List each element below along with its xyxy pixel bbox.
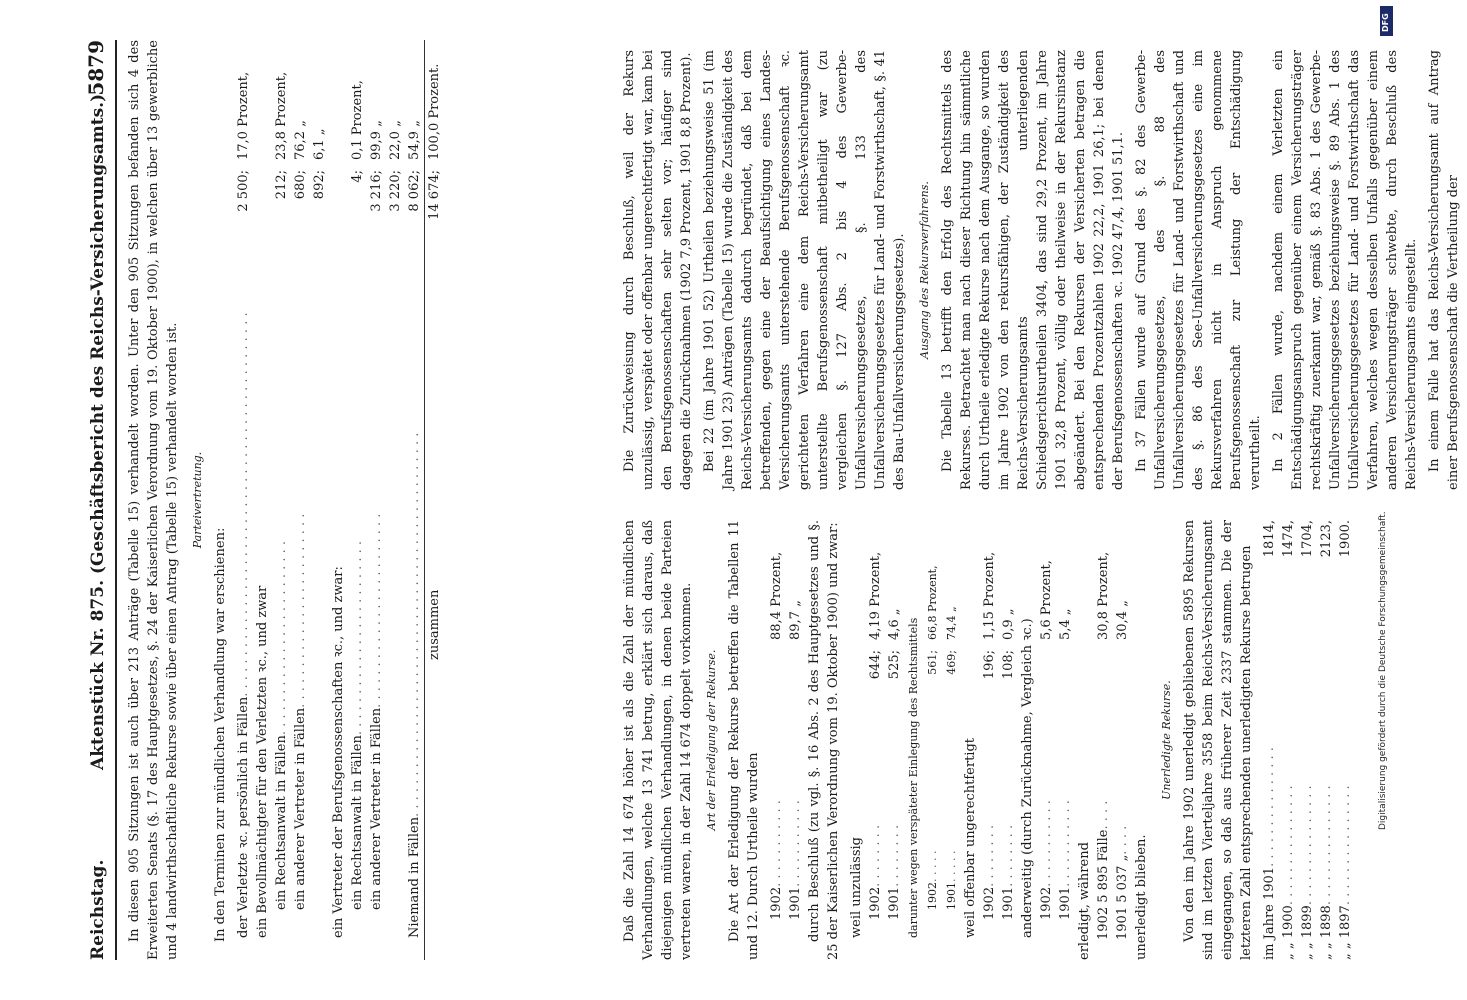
table-row: Niemand in Fällen . . . . . . . . . . . . . . . . . . . . . . . . . . . . . . . . . . . . . . . . . . . . . . . 8 062; 54,9 „	[407, 120, 422, 938]
table-row: ein Rechtsanwalt in Fällen . . . . . . . . . . . . . . . . . . . . . . . . 4; 0,1 Prozent,	[350, 80, 365, 910]
section-title-unerledigte: Unerledigte Rekurse.	[1160, 680, 1173, 800]
table-row: ein Rechtsanwalt in Fällen . . . . . . . . . . . . . . . . . . . . . . . . 212; 23,8 Prozent,	[274, 71, 289, 910]
page-header	[85, 40, 117, 960]
digitization-note: Digitalisierung gefördert durch die Deutsche Forschungsgemeinschaft.	[1378, 511, 1388, 830]
table-row: 1901 . . . . . 469; 74,4 „	[945, 606, 958, 910]
table-row: 1902 . . . . . . . . 644; 4,19 Prozent,	[868, 551, 883, 920]
header-title: Aktenstück Nr. 875. (Geschäftsbericht des Reichs-Versicherungsamts.)	[88, 93, 108, 770]
right-paragraph-2: Bei 22 (im Jahre 1901 52) Urtheilen beziehungsweise 51 (im Jahre 1901 23) Anträgen (Tabelle 15) wurde die Zuständigkeit des Reichs-Versicherungsamts dadurch begründet, daß bei dem betreffenden, gegen eine der Beaufsichtigung eines Landes-Versicherungsamts unterstehende Berufsgenossenschaft ꝛc. gerichteten Verfahren eine dem Reichs-Versicherungsamt unterstellte Berufsgenossenschaft mitbetheiligt war (zu vergleichen §. 127 Abs. 2 bis 4 des Gewerbe-Unfallversicherungsgesetzes, §. 133 des Unfallversicherungsgesetzes für Land- und Forstwirthschaft, §. 41 des Bau-Unfallversicherungsgesetzes).	[702, 50, 907, 490]
parteivertretung-text: In den Terminen zur mündlichen Verhandlung war erschienen:	[213, 527, 228, 942]
table-row: 1901 5 037 „ . . . . 30,4 „	[1115, 600, 1130, 940]
table-row: „ „ 1900 . . . . . . . . . . . . . . . 1474,	[1281, 520, 1296, 960]
table-row: 1902 5 895 Fälle . . . . 30,8 Prozent,	[1096, 551, 1111, 940]
dfg-logo: DFG	[1380, 6, 1393, 36]
group-title: weil unzulässig	[849, 837, 864, 938]
left-column	[620, 520, 1355, 960]
table-row: 1901 . . . . . . . . 108; 0,9 „	[1001, 608, 1016, 920]
table-row: 1902 . . . . . 561; 66,8 Prozent,	[926, 565, 939, 910]
group-title: weil offenbar ungerechtfertigt	[963, 737, 978, 938]
table-row: 1901 . . . . . . . . . . . 5,4 „	[1058, 608, 1073, 920]
right-paragraph-6: In einem Falle hat das Reichs-Versicherungsamt auf Antrag einer Berufsgenossenschaft die Vertheilung der	[1427, 50, 1461, 490]
table-row: der Verletzte ꝛc. persönlich in Fällen . . . . . . . . . . . . . . . . . . . . . . . . . . . . . . . . . . . . . . . . . . . . . . . 2 500; 17,0 Prozent,	[236, 71, 251, 938]
intro-paragraph: In diesen 905 Sitzungen ist auch über 213 Anträge (Tabelle 15) verhandelt worden. Unter den 905 Sitzungen befanden sich 4 des Erweiterten Senats (§. 17 des Hauptgesetzes, §. 24 der Kaiserlichen Verordnung vom 19. Oktober 1900), in welchen über 13 gewerbliche und 4 landwirthschaftliche Rekurse sowie über einen Antrag (Tabelle 15) verhandelt worden ist.	[127, 40, 180, 960]
table-row: 1902 . . . . . . . . . . . 88,4 Prozent,	[769, 551, 784, 920]
table-row: 1901 . . . . . . . . . . . 89,7 „	[788, 600, 803, 920]
right-paragraph-5: In 2 Fällen wurde, nachdem einem Verletzten ein Entschädigungsanspruch gegenüber einem Versicherungsträger rechtskräftig zuerkannt war, gemäß §. 83 Abs. 1 des Gewerbe-Unfallversicherungsgesetzes beziehungsweise §. 89 Abs. 1 des Unfallversicherungsgesetzes für Land- und Forstwirthschaft das Verfahren, welches wegen desselben Unfalls gegenüber einem anderen Versicherungsträger schwebte, durch Beschluß des Reichs-Versicherungsamts eingestellt.	[1271, 50, 1419, 490]
group-title: erledigt, während	[1077, 842, 1092, 960]
intro-block	[125, 40, 444, 960]
right-paragraph-3: Die Tabelle 13 betrifft den Erfolg des Rechtsmittels des Rekurses. Betrachtet man nach dieser Richtung hin sämmtliche durch Urtheile erledigte Rekurse nach dem Ausgange, so wurden im Jahre 1902 von den rekursfähigen, der Zuständigkeit des Reichs-Versicherungsamts unterliegenden Schiedsgerichtsurtheilen 3404, das sind 29,2 Prozent, im Jahre 1901 32,8 Prozent, völlig oder theilweise in der Rekursinstanz abgeändert. Bei den Rekursen der Versicherten betragen die entsprechenden Prozentzahlen 1902 22,2, 1901 26,1; bei denen der Berufsgenossenschaften ꝛc. 1902 47,4, 1901 51,1.	[940, 50, 1126, 490]
table-row: 1902 . . . . . . . . . . . 5,6 Prozent,	[1039, 560, 1054, 920]
table-row: „ „ 1897 . . . . . . . . . . . . . . . 1900.	[1338, 520, 1353, 960]
table-row: 892; 6,1 „	[312, 128, 327, 200]
table-row: „ „ 1898 . . . . . . . . . . . . . . . 2123,	[1319, 520, 1334, 960]
section-title-erledigung: Art der Erledigung der Rekurse.	[705, 649, 718, 831]
table-row: „ „ 1899 . . . . . . . . . . . . . . . 1704,	[1300, 520, 1315, 960]
section-title-ausgang: Ausgang des Rekursverfahrens.	[918, 181, 931, 359]
group-title: anderweitig (durch Zurücknahme, Vergleich ꝛc.)	[1020, 618, 1035, 938]
table-row: ein anderer Vertreter in Fällen . . . . . . . . . . . . . . . . . . . . . . . . 3 216; 99,9 „	[369, 120, 384, 910]
right-paragraph-1: Die Zurückweisung durch Beschluß, weil der Rekurs unzulässig, verspätet oder offenbar ungerechtfertigt war, kam bei den Berufsgenossenschaften sehr selten vor; häufiger sind dagegen die Zurücknahmen (1902 7,9 Prozent, 1901 8,8 Prozent).	[622, 50, 694, 490]
right-paragraph-4: In 37 Fällen wurde auf Grund des §. 82 des Gewerbe-Unfallversicherungsgesetzes, des §. 88 des Unfallversicherungsgesetzes für Land- und Forstwirthschaft und des §. 86 des See-Unfallversicherungsgesetzes eine im Rekursverfahren nicht in Anspruch genommene Berufsgenossenschaft zur Leistung der Entschädigung verurtheilt.	[1134, 50, 1263, 490]
unerledigt-tail: unerledigt blieben.	[1134, 834, 1149, 960]
page-number: 5879	[84, 40, 108, 96]
table-row: zusammen 14 674; 100,0 Prozent.	[424, 40, 444, 960]
table-row: ein Vertreter der Berufsgenossenschaften ꝛc., und zwar:	[331, 566, 346, 938]
header-left: Reichstag.	[88, 859, 108, 960]
group-title: darunter wegen verspäteter Einlegung des Rechtsmittels	[907, 617, 920, 938]
unerledigte-text: Von den im Jahre 1902 unerledigt gebliebenen 5895 Rekursen sind im letzten Vierteljahre 3558 beim Reichs-Versicherungsamt eingegangen, so daß aus früherer Zeit 2337 stammen. Die der letzteren Zahl entsprechenden unerledigten Rekurse betrugen	[1182, 520, 1254, 960]
section-title-parteivertretung: Parteivertretung.	[191, 451, 204, 549]
erledigung-text2: durch Beschluß (zu vgl. §. 16 Abs. 2 des Hauptgesetzes und §. 25 der Kaiserlichen Verordnung vom 19. Oktober 1900) und zwar:	[807, 520, 841, 960]
zahl-paragraph: Daß die Zahl 14 674 höher ist als die Zahl der mündlichen Verhandlungen, welche 13 741 betrug, erklärt sich daraus, daß diejenigen mündlichen Verhandlungen, in denen beide Parteien vertreten waren, in der Zahl 14 674 doppelt vorkommen.	[622, 520, 694, 960]
table-row: im Jahre 1901 . . . . . . . . . . . . . . . 1814,	[1262, 520, 1277, 960]
parteivertretung-table	[234, 40, 444, 960]
erledigung-text: Die Art der Erledigung der Rekurse betreffen die Tabellen 11 und 12. Durch Urtheile wurden	[727, 520, 761, 960]
table-row: 1901 . . . . . . . . 525; 4,6 „	[887, 608, 902, 920]
table-row: 1902 . . . . . . . . 196; 1,15 Prozent,	[982, 551, 997, 920]
right-column	[620, 50, 1467, 490]
table-row: 3 220; 22,0 „	[388, 120, 403, 212]
table-row: ein anderer Vertreter in Fällen . . . . . . . . . . . . . . . . . . . . . . . . 680; 76,2 „	[293, 120, 308, 910]
table-row: ein Bevollmächtigter für den Verletzten ꝛc., und zwar	[255, 585, 270, 938]
